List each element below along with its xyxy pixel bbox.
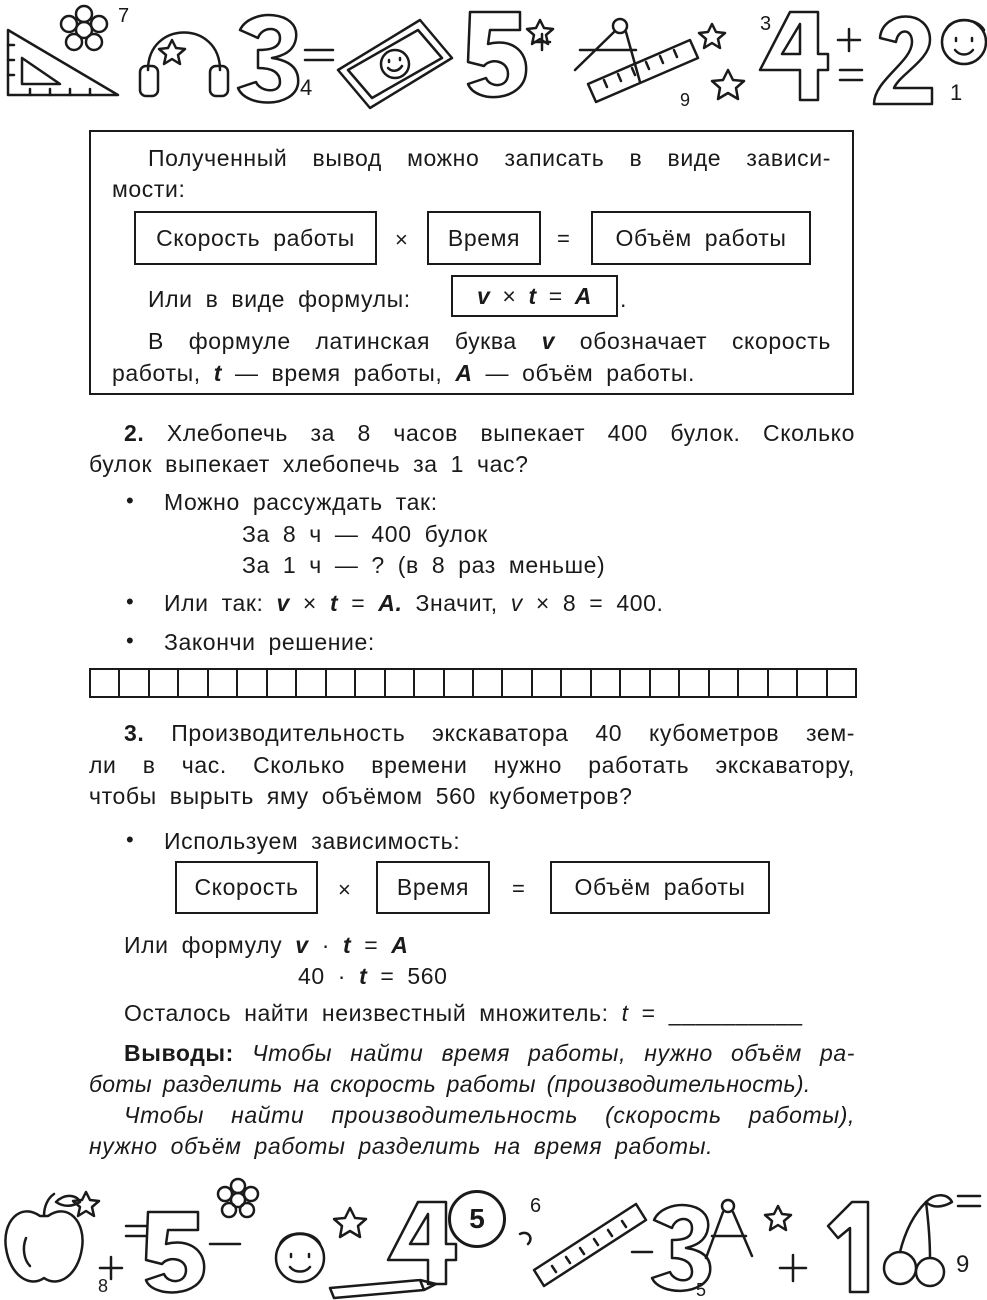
task3-remain-t: t: [621, 1000, 629, 1026]
task2-reason2: За 1 ч — ? (в 8 раз меньше): [242, 552, 606, 578]
svg-text:9: 9: [956, 1251, 970, 1278]
task3-remain-line: [124, 1000, 803, 1027]
rule-text-line2: мости:: [112, 176, 186, 202]
formula-A: A: [574, 282, 592, 309]
answer-grid[interactable]: [89, 668, 857, 698]
task3-use: Используем зависимость:: [164, 828, 461, 854]
ruler-icon: [534, 1204, 646, 1286]
bullet: •: [126, 827, 135, 852]
compass-icon: [575, 19, 640, 82]
svg-text:7: 7: [118, 5, 130, 27]
star-icon: [73, 1192, 99, 1216]
task3-remain-prefix: Осталось найти неизвестный множитель:: [124, 1000, 609, 1026]
task3-n-t: t: [359, 963, 368, 989]
task3-n-dot: ·: [337, 963, 347, 989]
svg-text:6: 6: [530, 1195, 542, 1217]
digit-two-icon: [874, 17, 932, 105]
times-sign: ×: [338, 877, 352, 902]
task3-numeric-line: [298, 963, 448, 990]
rule-text-line1: Полученный вывод можно записать в виде зависи-: [148, 145, 831, 171]
swirl-icon: [520, 1233, 530, 1244]
smiley-face-icon: [276, 1234, 324, 1283]
svg-text:5: 5: [696, 1280, 707, 1300]
equals-sign-icon: [126, 1226, 146, 1236]
apple-icon: [5, 1194, 82, 1281]
page-number: 5: [448, 1190, 506, 1248]
digit-three-icon: [652, 1205, 710, 1291]
task3-f-dot: ·: [321, 932, 330, 958]
volume-box-2: Объём работы: [550, 861, 770, 914]
svg-text:4: 4: [300, 75, 313, 100]
star-icon: [699, 24, 725, 48]
formula-suffix: .: [620, 286, 627, 312]
task2-reason-intro: Можно рассуждать так:: [164, 489, 438, 515]
task3-f-v: v: [295, 932, 309, 958]
rule-desc-line2: [112, 360, 695, 387]
smiley-face-icon: [942, 20, 986, 64]
task2-or-line: [164, 590, 663, 617]
task3-remain-eq: =: [641, 1000, 656, 1026]
rule-desc-text: работы,: [112, 360, 201, 386]
volume-box: Объём работы: [591, 211, 811, 265]
equals-sign: =: [557, 226, 571, 251]
task3-formula-prefix: Или формулу: [124, 932, 283, 958]
equals-sign-icon: [840, 70, 862, 80]
task3-n-rest: = 560: [380, 963, 448, 989]
rule-desc-text: — объём работы.: [485, 360, 696, 386]
banknote-icon: [338, 20, 452, 108]
task3-n-40: 40: [298, 963, 325, 989]
rule-desc-text: обозначает скорость: [579, 328, 831, 354]
answer-blank[interactable]: __________: [668, 1000, 803, 1026]
task3-number: 3.: [124, 720, 145, 746]
times-sign: ×: [395, 227, 409, 252]
bullet: •: [126, 488, 135, 513]
time-box-2: Время: [376, 861, 490, 914]
star-icon: [334, 1208, 366, 1237]
star-icon: [527, 20, 553, 44]
task3-f-t: t: [342, 932, 352, 958]
task2-or-A: A.: [378, 590, 403, 616]
task2-number: 2.: [124, 420, 145, 446]
task2-text: Хлебопечь за 8 часов выпекает 400 булок. Сколько: [166, 420, 855, 446]
equals-sign-icon: [305, 50, 333, 60]
task2-or-eq: =: [351, 590, 366, 616]
svg-text:1: 1: [950, 80, 963, 105]
conclusions-line3: Чтобы найти производительность (скорость работы),: [124, 1102, 855, 1128]
task2-or-prefix: Или так:: [164, 590, 264, 616]
time-box: Время: [427, 211, 541, 265]
conclusions-line1: [124, 1040, 855, 1067]
task3-text: Производительность экскаватора 40 кубометров зем-: [171, 720, 855, 746]
bullet: •: [126, 628, 135, 653]
formula-box: [451, 275, 618, 317]
digit-five-icon: [146, 1212, 204, 1292]
task2-reason1: За 8 ч — 400 булок: [242, 521, 488, 547]
task2-or-v: v: [276, 590, 290, 616]
rule-desc-t: t: [213, 360, 222, 386]
conclusions-line2: боты разделить на скорость работы (производительность).: [89, 1071, 811, 1097]
formula-prefix: Или в виде формулы:: [148, 286, 411, 312]
task3-f-A: A: [391, 932, 409, 958]
formula-eq: =: [548, 282, 563, 309]
task3-line3: чтобы вырыть яму объёмом 560 кубометров?: [89, 783, 633, 809]
svg-text:9: 9: [680, 90, 691, 110]
formula-t: t: [528, 282, 537, 309]
task2-finish: Закончи решение:: [164, 629, 375, 655]
pencil-icon: [330, 1280, 436, 1298]
speed-box: Скорость работы: [134, 211, 377, 265]
task3-line1: [124, 720, 855, 747]
conclusions-text: Чтобы найти время работы, нужно объём ра-: [252, 1040, 855, 1066]
svg-text:8: 8: [98, 1276, 109, 1296]
plus-icon: [780, 1255, 806, 1281]
task2-or-times: ×: [302, 590, 317, 616]
conclusions-line4: нужно объём работы разделить на время работы.: [89, 1133, 714, 1159]
task2-or-t: t: [329, 590, 339, 616]
svg-text:3: 3: [760, 13, 772, 35]
task2-line1: [124, 420, 855, 447]
task2-or-mid: Значит,: [415, 590, 498, 616]
task2-line2: булок выпекает хлебопечь за 1 час?: [89, 451, 529, 477]
rule-desc-v: v: [541, 328, 555, 354]
digit-four-icon: [388, 1202, 456, 1284]
digit-five-icon: [468, 12, 526, 97]
flower-icon: [61, 6, 107, 50]
rule-desc-text: — время работы,: [234, 360, 443, 386]
task3-line2: ли в час. Сколько времени нужно работать экскаватору,: [89, 752, 855, 778]
cherries-icon: [884, 1195, 952, 1286]
star-icon: [712, 70, 744, 99]
rule-desc-text: В формуле латинская буква: [148, 328, 517, 354]
headphones-icon: [140, 33, 228, 97]
task3-f-eq: =: [364, 932, 379, 958]
rule-desc-A: A: [455, 360, 473, 386]
speed-box-2: Скорость: [175, 861, 318, 914]
task2-or-v2: v: [510, 590, 523, 616]
top-decoration: [0, 0, 987, 112]
equals-sign: =: [512, 876, 526, 901]
flower-icon: [218, 1179, 258, 1217]
compass-icon: [706, 1200, 752, 1258]
equals-sign-icon: [958, 1196, 980, 1206]
bullet: •: [126, 589, 135, 614]
conclusions-label: Выводы:: [124, 1040, 234, 1066]
task2-or-rest: × 8 = 400.: [535, 590, 664, 616]
digit-one-icon: [828, 1202, 868, 1292]
formula-v: v: [477, 282, 491, 309]
rule-desc-line1: [148, 328, 831, 355]
star-icon: [765, 1206, 791, 1230]
formula-times: ×: [502, 282, 517, 309]
digit-three-icon: [238, 15, 298, 102]
plus-icon: [838, 29, 860, 51]
task3-formula-line: [124, 932, 409, 959]
